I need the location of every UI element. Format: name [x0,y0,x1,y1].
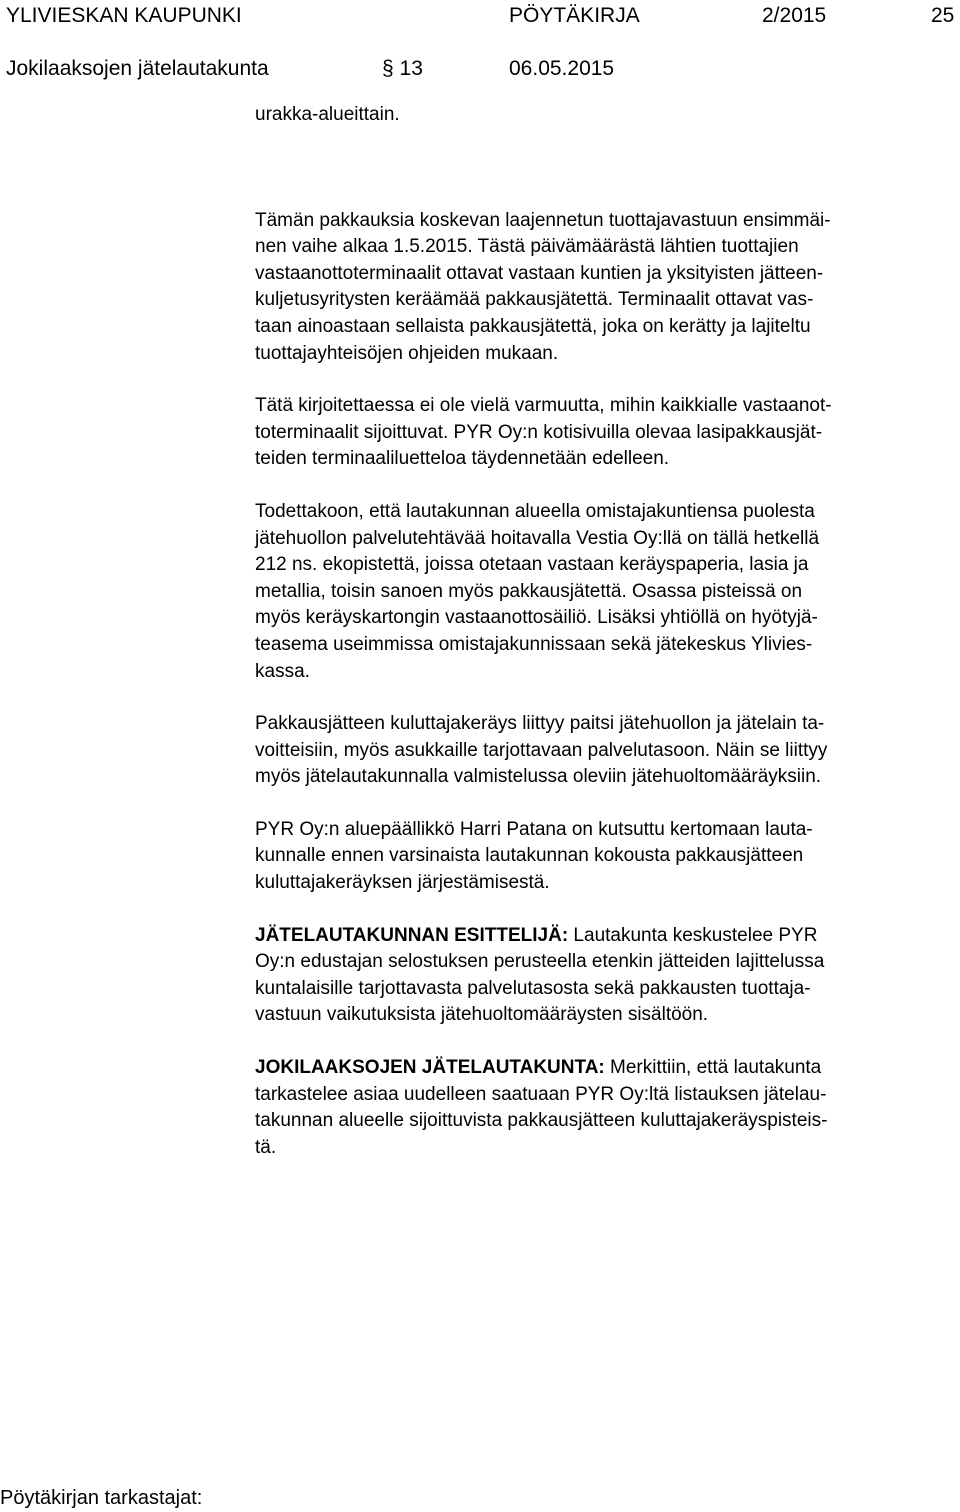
decision-label: JOKILAAKSOJEN JÄTELAUTAKUNTA: [255,1057,605,1079]
page-number: 25 [931,4,955,27]
paragraph-4: Todettakoon, että lautakunnan alueella omistajakuntiensa puolesta jätehuollon palvelutehtävää hoitavalla Vestia Oy:llä on tällä hetkellä 212 ns. ekopistettä, joissa otetaan vastaan keräyspaperia, lasia ja metallia, toisin sanoen myös pakkausjätettä. Osassa pisteissä on myös keräyskartongin vastaanottosäiliö. Lisäksi yhtiöllä on hyötyjä- teasema useimmissa omistajakunnissaan sekä jätekeskus Ylivies- kassa. [255,500,820,682]
document-type: PÖYTÄKIRJA [509,4,640,27]
paragraph-1: urakka-alueittain. [255,104,400,125]
committee-name: Jokilaaksojen jätelautakunta [6,57,269,80]
decision-text: Merkittiin, että lautakunta tarkastelee asiaa uudelleen saatuaan PYR Oy:ltä listauksen jätelau- takunnan alueelle sijoittuvista pakkausjätteen kuluttajakeräyspisteis- tä. [255,1057,828,1158]
paragraph-7 [255,923,953,1029]
section-number: § 13 [382,57,423,80]
document-body [255,102,953,1161]
paragraph-3: Tätä kirjoitettaessa ei ole vielä varmuutta, mihin kaikkialle vastaanot- toterminaalit sijoittuvat. PYR Oy:n kotisivuilla olevaa lasipakkausjät- teiden terminaaliluetteloa täydennetään edelleen. [255,395,832,470]
minutes-inspectors-label: Pöytäkirjan tarkastajat: [0,1487,203,1509]
paragraph-2: Tämän pakkauksia koskevan laajennetun tuottajavastuun ensimmäi- nen vaihe alkaa 1.5.2015. Tästä päivämäärästä lähtien tuottajien vastaanottoterminaalit ottavat vastaan kuntien ja yksityisten jätteen- kuljetusyritysten keräämää pakkausjätettä. Terminaalit ottavat vas- taan ainoastaan sellaista pakkausjätettä, joka on kerätty ja lajiteltu tuottajayhteisöjen ohjeiden mukaan. [255,209,831,364]
meeting-date: 06.05.2015 [509,57,615,80]
presenter-proposal: Lautakunta keskustelee PYR Oy:n edustajan selostuksen perusteella etenkin jätteiden lajittelussa kuntalaisille tarjottavasta palvelutasosta sekä pakkausten tuottaja- vastuun vaikutuksista jätehuoltomääräysten sisältöön. [255,924,825,1026]
paragraph-6: PYR Oy:n aluepäällikkö Harri Patana on kutsuttu kertomaan lauta- kunnalle ennen varsinaista lautakunnan kokousta pakkausjätteen kuluttajakeräyksen järjestämisestä. [255,818,813,894]
document-number: 2/2015 [762,4,827,27]
presenter-label: JÄTELAUTAKUNNAN ESITTELIJÄ: [255,924,569,946]
paragraph-8 [255,1055,953,1161]
paragraph-5: Pakkausjätteen kuluttajakeräys liittyy paitsi jätehuollon ja jätelain ta- voitteisiin, myös asukkaille tarjottavaan palvelutasoon. Näin se liittyy myös jätelautakunnalla valmistelussa oleviin jätehuoltomääräyksiin. [255,713,828,788]
organization-name: YLIVIESKAN KAUPUNKI [6,4,242,27]
